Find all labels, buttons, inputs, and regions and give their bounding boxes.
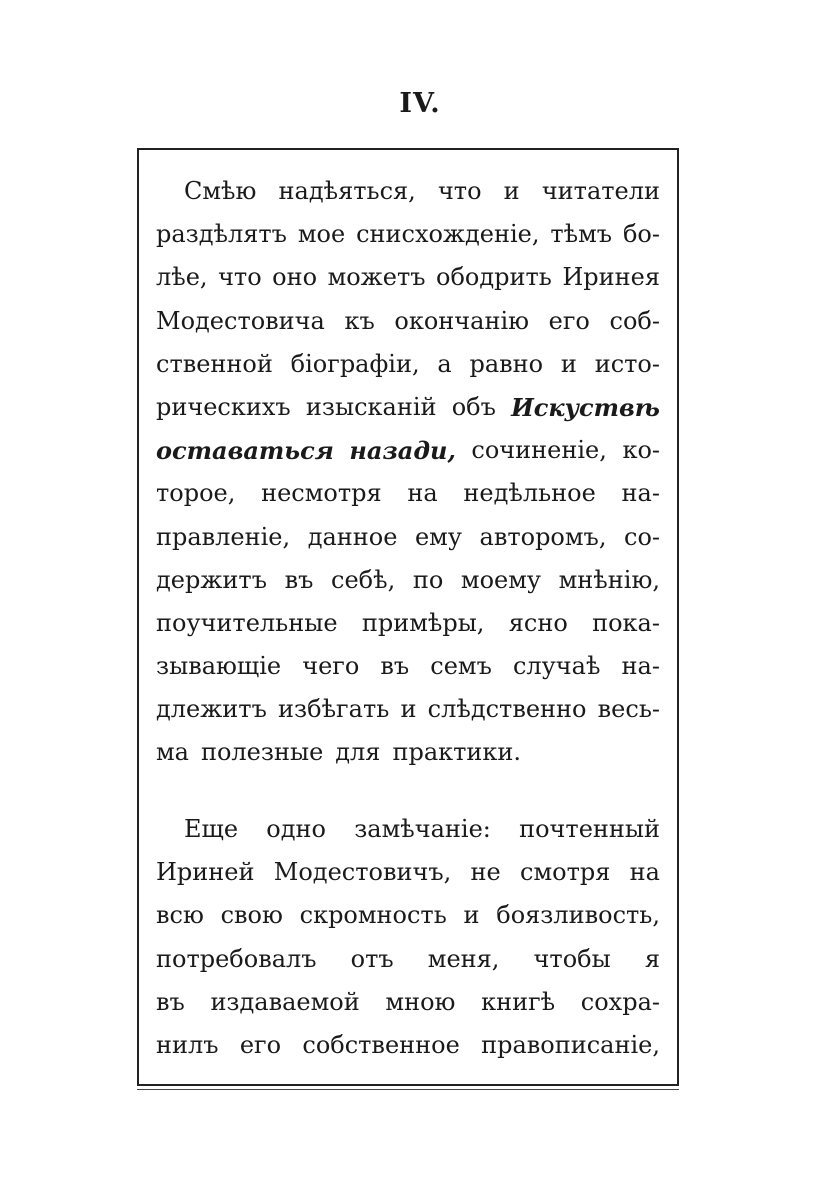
text-line bbox=[156, 645, 660, 688]
word: и bbox=[463, 901, 480, 930]
word: со- bbox=[624, 522, 660, 551]
word: окончанію bbox=[394, 306, 530, 335]
word: скромность bbox=[299, 901, 447, 930]
word: случаѣ bbox=[512, 652, 601, 681]
text-line bbox=[156, 731, 660, 774]
page-number: IV. bbox=[399, 88, 441, 119]
word: можетъ bbox=[327, 263, 426, 292]
text-line bbox=[156, 938, 660, 981]
text-line bbox=[156, 808, 660, 851]
word: снисхожденіе, bbox=[356, 220, 540, 249]
word: на bbox=[629, 858, 660, 887]
word: чтобы bbox=[533, 944, 611, 973]
word: моему bbox=[460, 565, 542, 594]
word: на bbox=[407, 479, 438, 508]
word: тѣмъ bbox=[550, 220, 613, 249]
word: по bbox=[412, 565, 444, 594]
word: Модестовича bbox=[156, 306, 325, 335]
word: нилъ bbox=[156, 1030, 219, 1059]
text-line bbox=[156, 1024, 660, 1067]
word: бо- bbox=[622, 220, 660, 249]
text-line bbox=[156, 472, 660, 515]
word: лѣе, bbox=[156, 263, 208, 292]
word: данное bbox=[307, 522, 398, 551]
word: ему bbox=[414, 522, 462, 551]
text-line bbox=[156, 894, 660, 937]
word: недѣльное bbox=[463, 479, 596, 508]
word: полезные bbox=[200, 738, 324, 767]
word: на- bbox=[621, 479, 660, 508]
word: потребовалъ bbox=[156, 944, 317, 973]
word: торое, bbox=[156, 479, 236, 508]
word: Модестовичъ, bbox=[273, 858, 452, 887]
word: пока- bbox=[592, 608, 660, 637]
word: его bbox=[239, 1030, 282, 1059]
text-line bbox=[156, 851, 660, 894]
text-line bbox=[156, 981, 660, 1024]
word: надѣяться, bbox=[278, 177, 416, 205]
text-line bbox=[156, 386, 660, 429]
text-line bbox=[156, 170, 660, 213]
word: правленіе, bbox=[156, 522, 291, 551]
word: почтенный bbox=[519, 815, 660, 843]
word: зывающіе bbox=[156, 652, 282, 681]
paragraph-1 bbox=[156, 170, 660, 775]
word: къ bbox=[344, 306, 375, 335]
word: а bbox=[437, 349, 452, 378]
word: замѣчаніе: bbox=[354, 815, 491, 843]
word: его bbox=[548, 306, 590, 335]
word: мнѣнію, bbox=[558, 565, 660, 594]
word: собственное bbox=[302, 1030, 460, 1059]
word: раздѣлятъ bbox=[156, 220, 287, 249]
word: длежитъ bbox=[156, 695, 267, 724]
word: Еще bbox=[184, 815, 239, 843]
word: біографіи, bbox=[290, 349, 420, 378]
word: чего bbox=[302, 652, 360, 681]
word: Ириней bbox=[156, 858, 255, 887]
word: авторомъ, bbox=[479, 522, 607, 551]
word: въ bbox=[380, 652, 410, 681]
word: не bbox=[470, 858, 501, 887]
word: правописаніе, bbox=[481, 1030, 660, 1059]
word: практики. bbox=[392, 738, 522, 767]
word: въ bbox=[156, 987, 185, 1016]
word: издаваемой bbox=[210, 987, 360, 1016]
word: и bbox=[503, 177, 520, 205]
word: мое bbox=[297, 220, 346, 249]
word: назади, bbox=[349, 436, 456, 466]
word: я bbox=[644, 944, 660, 973]
paragraph-2 bbox=[156, 808, 660, 1067]
word: равно bbox=[469, 349, 544, 378]
text-line bbox=[156, 300, 660, 343]
word: въ bbox=[284, 565, 314, 594]
word: ма bbox=[156, 738, 189, 767]
word: ясно bbox=[508, 608, 568, 637]
word: книгѣ bbox=[481, 987, 556, 1016]
word: ко- bbox=[622, 436, 660, 465]
word: и bbox=[400, 695, 417, 724]
word: Искуствѣ bbox=[511, 392, 660, 422]
word: себѣ, bbox=[331, 565, 396, 594]
text-line bbox=[156, 343, 660, 386]
word: что bbox=[218, 263, 262, 292]
word: отъ bbox=[350, 944, 394, 973]
text-line bbox=[156, 516, 660, 559]
text-line bbox=[156, 602, 660, 645]
word: сохра- bbox=[580, 987, 660, 1016]
word: для bbox=[335, 738, 381, 767]
word: несмотря bbox=[261, 479, 382, 508]
word: смотря bbox=[520, 858, 611, 887]
word: Иринея bbox=[562, 263, 660, 292]
word: сочиненіе, bbox=[471, 436, 607, 465]
word: объ bbox=[451, 392, 496, 421]
word: изысканій bbox=[305, 392, 437, 421]
word: семъ bbox=[430, 652, 492, 681]
word: держитъ bbox=[156, 565, 267, 594]
word: рическихъ bbox=[156, 392, 291, 421]
word: на- bbox=[621, 652, 660, 681]
word: свою bbox=[220, 901, 283, 930]
word: всю bbox=[156, 901, 204, 930]
word: читатели bbox=[541, 177, 660, 205]
text-line bbox=[156, 559, 660, 602]
word: ободрить bbox=[436, 263, 552, 292]
word: мною bbox=[385, 987, 456, 1016]
word: поучительные bbox=[156, 608, 338, 637]
word: Смѣю bbox=[184, 177, 257, 205]
word: слѣдственно bbox=[427, 695, 587, 724]
text-line bbox=[156, 688, 660, 731]
word: ственной bbox=[156, 349, 273, 378]
word: исто- bbox=[594, 349, 660, 378]
word: что bbox=[437, 177, 482, 205]
word: одно bbox=[266, 815, 326, 843]
word: боязливость, bbox=[496, 901, 660, 930]
word: избѣгать bbox=[278, 695, 390, 724]
word: меня, bbox=[427, 944, 500, 973]
text-line bbox=[156, 213, 660, 256]
word: примѣры, bbox=[361, 608, 485, 637]
text-line bbox=[156, 429, 660, 472]
word: и bbox=[560, 349, 577, 378]
text-line bbox=[156, 256, 660, 299]
word: оно bbox=[272, 263, 318, 292]
word: оставаться bbox=[156, 436, 334, 466]
word: весь- bbox=[597, 695, 660, 724]
word: соб- bbox=[609, 306, 660, 335]
